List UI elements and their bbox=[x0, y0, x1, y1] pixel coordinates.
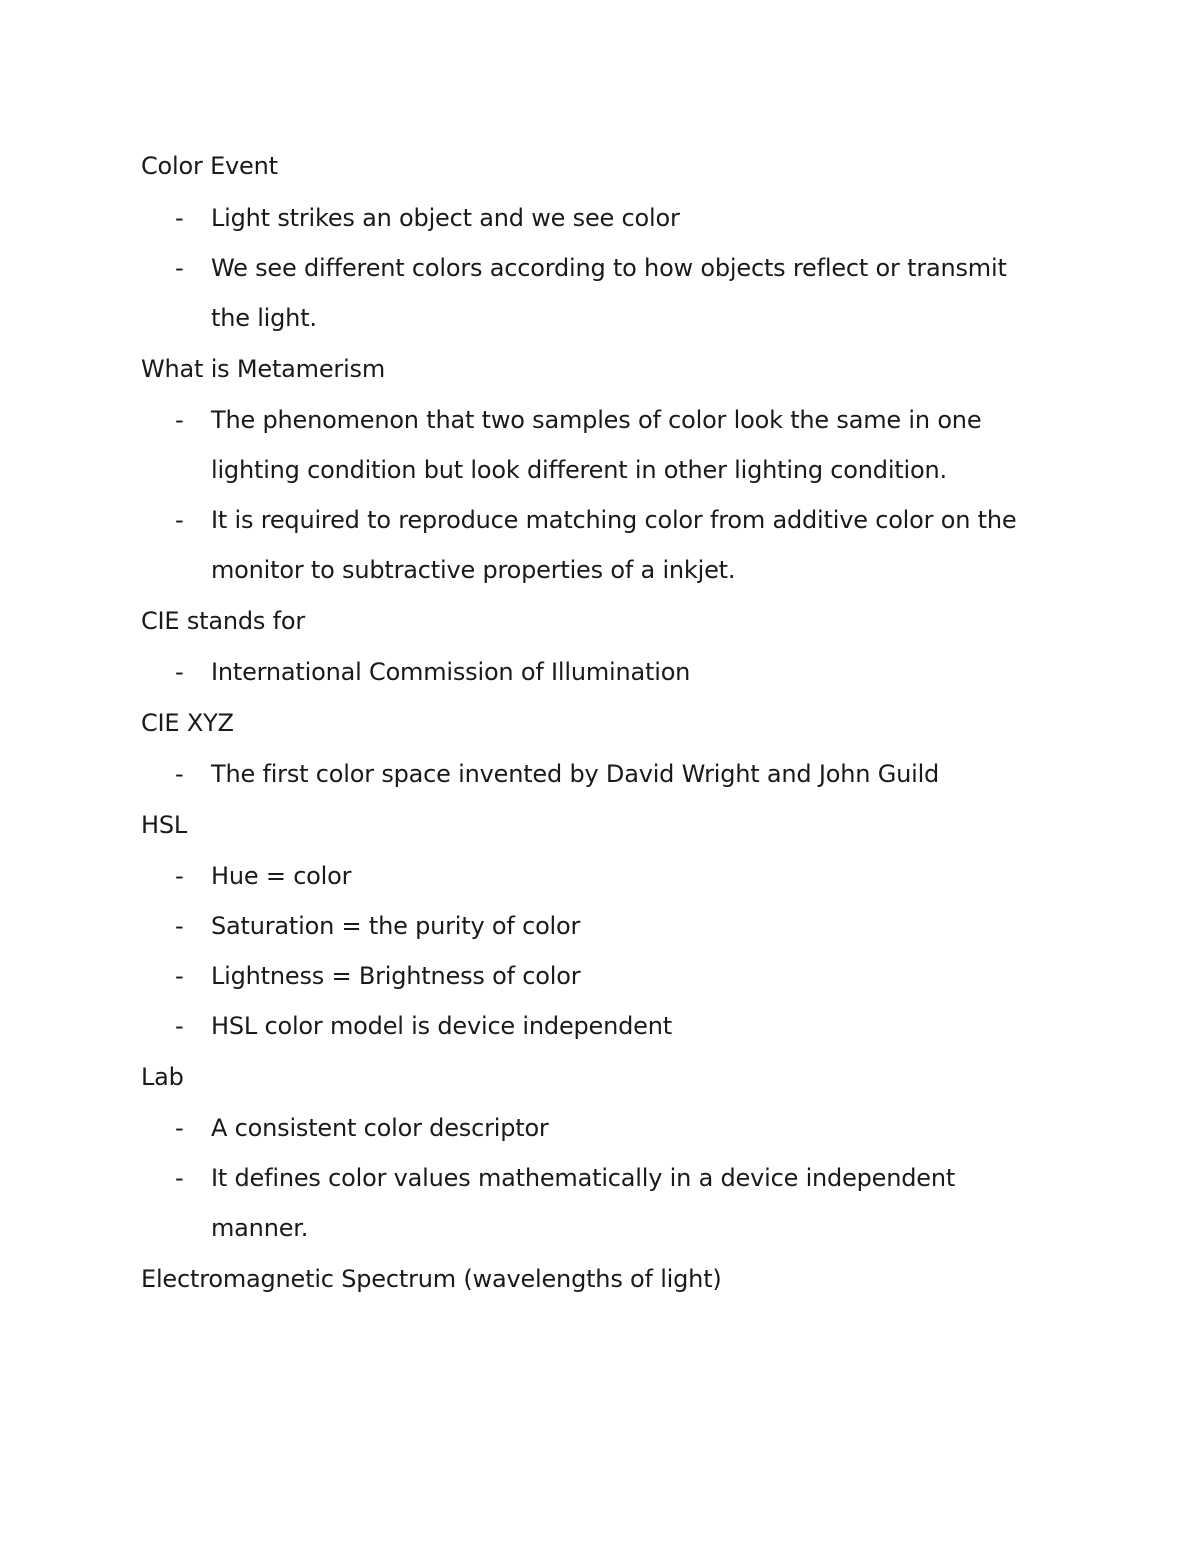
bullet-list bbox=[141, 395, 1041, 595]
bullet-text: International Commission of Illumination bbox=[211, 658, 691, 686]
bullet-dash: - bbox=[175, 862, 184, 890]
bullet-list bbox=[141, 749, 1041, 799]
section-heading: Lab bbox=[141, 1063, 184, 1091]
notes-content bbox=[141, 150, 1041, 1295]
bullet-text: Light strikes an object and we see color bbox=[211, 204, 680, 232]
bullet-text: It is required to reproduce matching color from additive color on the monitor to subtractive properties of a inkjet. bbox=[211, 506, 1017, 584]
bullet-dash: - bbox=[175, 506, 184, 534]
list-item bbox=[141, 193, 1041, 243]
section-heading: Color Event bbox=[141, 152, 278, 180]
bullet-list bbox=[141, 851, 1041, 1051]
bullet-list bbox=[141, 1103, 1041, 1253]
list-item bbox=[141, 749, 1041, 799]
list-item bbox=[141, 901, 1041, 951]
bullet-list bbox=[141, 193, 1041, 343]
bullet-text: HSL color model is device independent bbox=[211, 1012, 672, 1040]
bullet-dash: - bbox=[175, 1164, 184, 1192]
list-item bbox=[141, 851, 1041, 901]
bullet-dash: - bbox=[175, 962, 184, 990]
bullet-text: The phenomenon that two samples of color look the same in one lighting condition but look different in other lighting condition. bbox=[211, 406, 982, 484]
list-item bbox=[141, 1153, 1041, 1253]
bullet-text: Hue = color bbox=[211, 862, 352, 890]
bullet-list bbox=[141, 647, 1041, 697]
section-heading: CIE stands for bbox=[141, 607, 306, 635]
bullet-text: It defines color values mathematically in a device independent manner. bbox=[211, 1164, 956, 1242]
list-item bbox=[141, 647, 1041, 697]
list-item bbox=[141, 243, 1041, 343]
list-item bbox=[141, 495, 1041, 595]
section-heading: HSL bbox=[141, 811, 188, 839]
bullet-text: Saturation = the purity of color bbox=[211, 912, 581, 940]
bullet-text: The first color space invented by David Wright and John Guild bbox=[211, 760, 940, 788]
bullet-dash: - bbox=[175, 254, 184, 282]
bullet-dash: - bbox=[175, 406, 184, 434]
list-item bbox=[141, 1103, 1041, 1153]
bullet-dash: - bbox=[175, 204, 184, 232]
section-heading: CIE XYZ bbox=[141, 709, 234, 737]
bullet-dash: - bbox=[175, 760, 184, 788]
list-item bbox=[141, 1001, 1041, 1051]
bullet-text: We see different colors according to how objects reflect or transmit the light. bbox=[211, 254, 1007, 332]
bullet-dash: - bbox=[175, 1114, 184, 1142]
bullet-dash: - bbox=[175, 912, 184, 940]
list-item bbox=[141, 951, 1041, 1001]
bullet-text: Lightness = Brightness of color bbox=[211, 962, 581, 990]
bullet-dash: - bbox=[175, 658, 184, 686]
bullet-text: A consistent color descriptor bbox=[211, 1114, 549, 1142]
bullet-dash: - bbox=[175, 1012, 184, 1040]
list-item bbox=[141, 395, 1041, 495]
section-heading: Electromagnetic Spectrum (wavelengths of light) bbox=[141, 1265, 722, 1293]
section-heading: What is Metamerism bbox=[141, 355, 386, 383]
